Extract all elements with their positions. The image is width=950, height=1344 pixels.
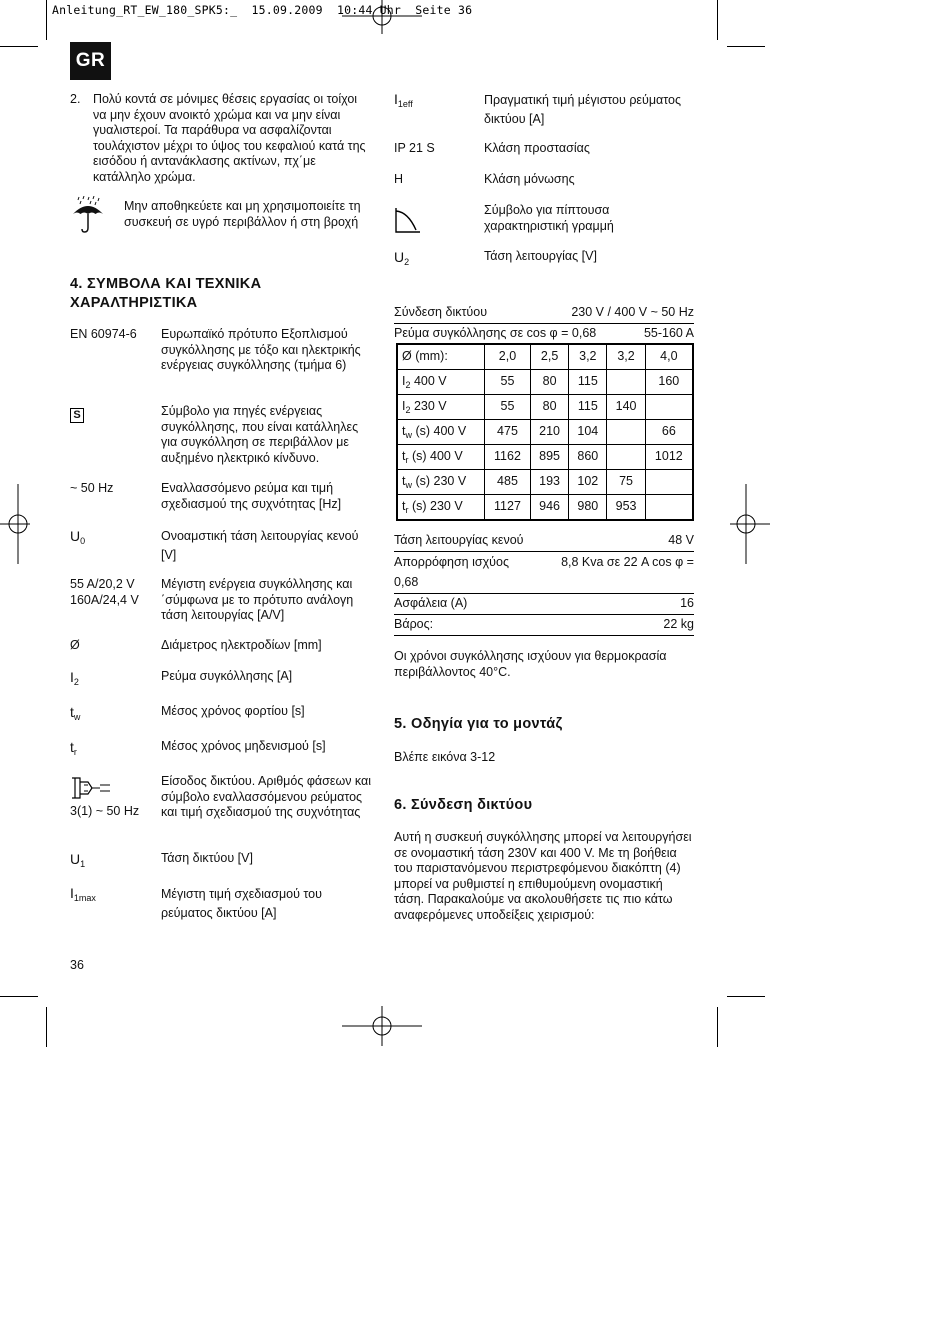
spec-welding-current: Ρεύμα συγκόλλησης σε cos φ = 0,68 55-160 A [394, 326, 694, 340]
table-row [397, 470, 693, 495]
table-cell: 485 [485, 470, 531, 495]
table-cell: 75 [607, 470, 645, 495]
falling-characteristic-icon [394, 206, 422, 234]
symbol-en60974: EN 60974-6 [70, 327, 137, 341]
symbol-desc: Ρεύμα συγκόλλησης [A] [161, 669, 293, 683]
symbol-desc: Ονοαμστική τάση λειτουργίας κενού [V] [161, 529, 359, 562]
table-cell: 115 [569, 370, 607, 395]
umbrella-rain-icon [70, 196, 106, 234]
table-cell: Ø (mm): [397, 344, 485, 370]
print-header: Anleitung_RT_EW_180_SPK5:_ 15.09.2009 10:44 Uhr Seite 36 [52, 3, 473, 17]
table-cell: 980 [569, 495, 607, 521]
table-header-row [397, 344, 693, 370]
symbol-h: H [394, 172, 404, 186]
table-cell: 210 [530, 420, 568, 445]
section-5-text: Βλέπε εικόνα 3-12 [394, 750, 496, 764]
table-cell: 115 [569, 395, 607, 420]
symbol-diameter: Ø [70, 638, 80, 652]
table-cell [645, 470, 693, 495]
symbol-u1: $U_1$ [70, 851, 86, 869]
symbol-mains-input: 3(1) ~ 50 Hz [70, 804, 140, 818]
section-5-title: 5. Οδηγία για το μοντάζ [394, 716, 563, 732]
table-row [397, 395, 693, 420]
table-cell: 1127 [485, 495, 531, 521]
table-cell: 193 [530, 470, 568, 495]
table-cell [645, 395, 693, 420]
item-text: Πολύ κοντά σε μόνιμες θέσεις εργασίας οι τοίχοι να μην έχουν ανοικτό χρώμα και να μην είναι γυαλιστεροί. Τα παράθυρα να ασφαλίζονται τουλάχιστον μέχρι το ύψος του κεφαλιού κατά της εισόδου ή αντανάκλασης ακτίνων, πχ΄με κατάλληλο χρώμα. [93, 92, 366, 184]
rule [394, 635, 694, 636]
table-cell: 1162 [485, 445, 531, 470]
item-number: 2. [70, 92, 81, 106]
table-cell [645, 495, 693, 521]
table-cell: 55 [485, 395, 531, 420]
symbol-i1max: $I_{1max}$ [70, 885, 96, 903]
crop-mark [46, 0, 47, 40]
welding-data-table [396, 343, 694, 521]
table-row [397, 370, 693, 395]
table-row [397, 495, 693, 521]
table-row-label: $I_2$ 400 V [397, 370, 485, 395]
symbol-ip21s: IP 21 S [394, 141, 435, 155]
symbol-desc: Μέσος χρόνος φορτίου [s] [161, 704, 305, 718]
table-cell: 80 [530, 395, 568, 420]
table-row-label: $t_r$ (s) 230 V [397, 495, 485, 521]
rule [394, 593, 694, 594]
table-cell: 4,0 [645, 344, 693, 370]
symbol-desc: Σύμβολο για πίπτουσα χαρακτηριστική γραμμή [484, 203, 614, 233]
symbol-desc: Μέγιστη ενέργεια συγκόλλησης και ΄σύμφωνα με το πρότυπο ανάλογη τάση λειτουργίας [A/V] [161, 577, 354, 622]
s-mark-icon [70, 408, 84, 423]
symbol-desc: Κλάση μόνωσης [484, 172, 575, 186]
registration-mark-icon [0, 484, 30, 564]
rule [394, 323, 694, 324]
table-cell: 2,0 [485, 344, 531, 370]
spec-power-consumption: Απορρόφηση ισχύος 8,8 Kva σε 22 A cos φ = [394, 555, 694, 569]
crop-mark [0, 46, 38, 47]
table-cell: 946 [530, 495, 568, 521]
table-cell: 3,2 [607, 344, 645, 370]
language-badge: GR [70, 42, 111, 80]
section-6-text: Αυτή η συσκευή συγκόλλησης μπορεί να λειτουργήσει σε ονομαστική τάση 230V και 400 V. Με τη βοήθεια του παριστανόμενου περιστρεφόμενου διακόπτη (4) μπορεί να ρυθμιστεί η επιθυμούμενη ονομαστική τάση. Παρακαλούμε να ακολουθήσετε τις πιο κάτω αναφερόμενες υποδείξεις χειρισμού: [394, 830, 692, 922]
crop-mark [717, 1007, 718, 1047]
symbol-desc: Είσοδος δικτύου. Αριθμός φάσεων και σύμβολο εναλλασσόμενου ρεύματος και τιμή σχεδιασμού της συχνότητας [161, 774, 372, 819]
crop-mark [0, 996, 38, 997]
symbol-desc: Διάμετρος ηλεκτροδίων [mm] [161, 638, 322, 652]
spec-mains-connection: Σύνδεση δικτύου 230 V / 400 V ~ 50 Hz [394, 305, 694, 319]
symbol-i1eff: $I_{1eff}$ [394, 91, 413, 109]
crop-mark [46, 1007, 47, 1047]
symbol-desc: Τάση λειτουργίας [V] [484, 249, 597, 263]
symbol-desc: Μέσος χρόνος μηδενισμού [s] [161, 739, 326, 753]
table-row-label: $I_2$ 230 V [397, 395, 485, 420]
crop-mark [727, 46, 765, 47]
symbol-desc: Μέγιστη τιμή σχεδιασμού του ρεύματος δικτύου [A] [161, 887, 322, 920]
spec-idle-voltage: Τάση λειτουργίας κενού 48 V [394, 533, 694, 547]
table-cell: 895 [530, 445, 568, 470]
table-row [397, 445, 693, 470]
symbol-desc: Τάση δικτύου [V] [161, 851, 253, 865]
table-cell: 953 [607, 495, 645, 521]
page-number: 36 [70, 958, 84, 972]
symbol-u0: $U_0$ [70, 528, 86, 546]
table-cell: 102 [569, 470, 607, 495]
table-cell [607, 445, 645, 470]
section-6-title: 6. Σύνδεση δικτύου [394, 797, 533, 813]
table-row-label: $t_w$ (s) 230 V [397, 470, 485, 495]
crop-mark [717, 0, 718, 40]
section-4-title: 4. ΣΥΜΒΟΛΑ ΚΑΙ ΤΕΧΝΙΚΑ ΧΑΡΑΛΤΗΡΙΣΤΙΚΑ [70, 276, 262, 311]
crop-mark [727, 996, 765, 997]
table-cell: 1012 [645, 445, 693, 470]
spec-fuse: Ασφάλεια (A) 16 [394, 596, 694, 610]
table-row-label: $t_w$ (s) 400 V [397, 420, 485, 445]
registration-mark-icon [342, 1006, 422, 1046]
spec-power-consumption-cont: 0,68 [394, 575, 419, 589]
spec-weight: Βάρος: 22 kg [394, 617, 694, 631]
mains-plug-icon [70, 776, 112, 800]
rule [394, 614, 694, 615]
symbol-desc: Εναλλασσόμενο ρεύμα και τιμή σχεδιασμού της συχνότητας [Hz] [161, 481, 342, 511]
table-cell: 860 [569, 445, 607, 470]
table-cell: 55 [485, 370, 531, 395]
table-cell: 80 [530, 370, 568, 395]
table-cell: 2,5 [530, 344, 568, 370]
symbol-desc: Κλάση προστασίας [484, 141, 590, 155]
table-cell: 3,2 [569, 344, 607, 370]
table-row [397, 420, 693, 445]
table-cell: 475 [485, 420, 531, 445]
temperature-note: Οι χρόνοι συγκόλλησης ισχύουν για θερμοκρασία περιβάλλοντος 40°C. [394, 649, 667, 679]
symbol-power-ratings: 55 A/20,2 V 160A/24,4 V [70, 577, 139, 607]
table-row-label: $t_r$ (s) 400 V [397, 445, 485, 470]
symbol-ac-50hz: ~ 50 Hz [70, 481, 114, 495]
symbol-desc: Ευρωπαϊκό πρότυπο Εξοπλισμού συγκόλλησης με τόξο και ηλεκτρικής ενέργειας συγκόλλησης (τμήμα 6) [161, 327, 361, 372]
registration-mark-icon [730, 484, 770, 564]
symbol-desc: Σύμβολο για πηγές ενέργειας συγκόλλησης, που είναι κατάλληλες για συγκόλληση σε περιβάλλον με αυξημένο ηλεκτρικό κίνδυνο. [161, 404, 359, 465]
symbol-tw: $t_w$ [70, 704, 81, 722]
symbol-i2: $I_2$ [70, 669, 79, 687]
table-cell [607, 420, 645, 445]
table-cell: 104 [569, 420, 607, 445]
registration-mark-icon [342, 0, 422, 34]
table-cell: 66 [645, 420, 693, 445]
table-cell: 160 [645, 370, 693, 395]
rule [394, 551, 694, 552]
symbol-desc: Πραγματική τιμή μέγιστου ρεύματος δικτύου [A] [484, 93, 681, 126]
table-cell [607, 370, 645, 395]
symbol-u2: $U_2$ [394, 249, 410, 267]
rain-warning-text: Μην αποθηκεύετε και μη χρησιμοποιείτε τη συσκευή σε υγρό περιβάλλον ή στη βροχή [124, 199, 361, 229]
table-cell: 140 [607, 395, 645, 420]
s-mark-label: S [73, 409, 81, 421]
symbol-tr: $t_r$ [70, 739, 77, 757]
